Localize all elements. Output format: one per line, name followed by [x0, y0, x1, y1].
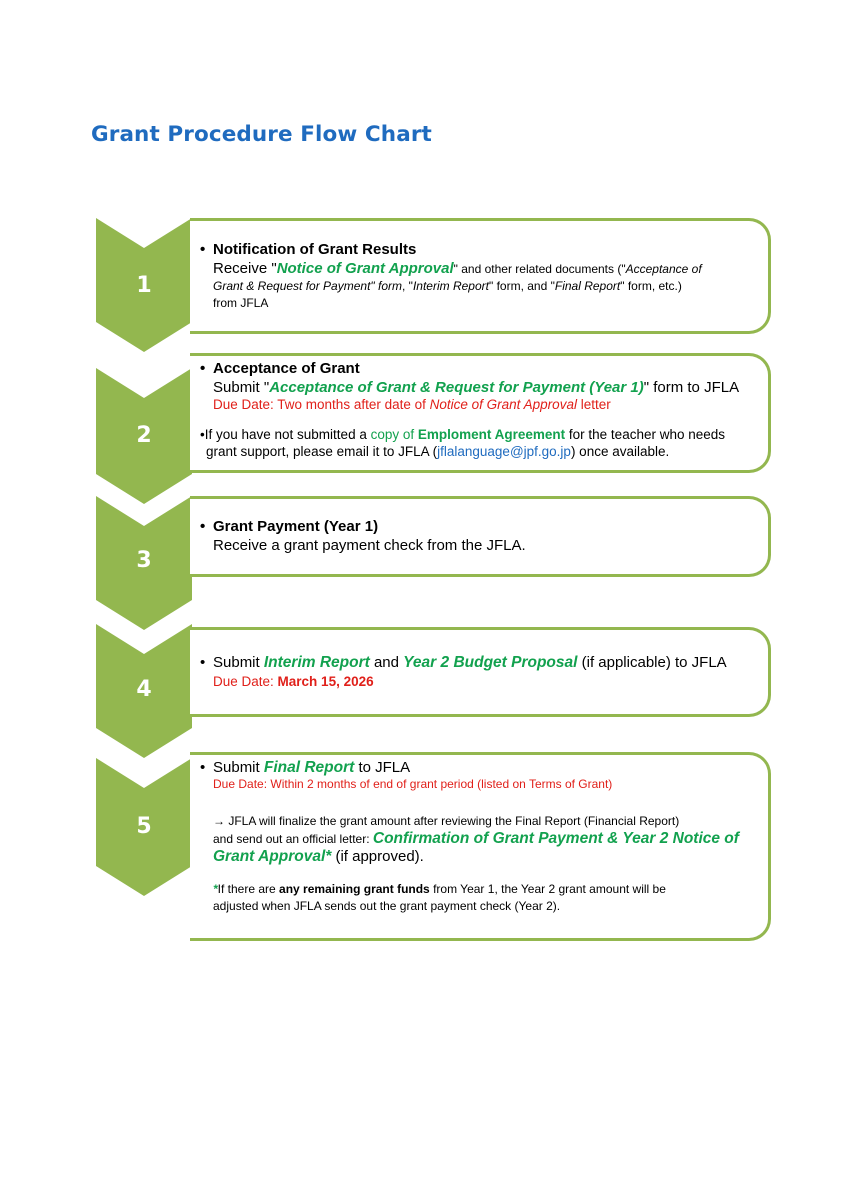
employment-agreement: Emploment Agreement	[417, 427, 566, 442]
step-5-footnote: any remaining grant funds	[279, 882, 430, 896]
step-1-text-part: Receive "	[213, 260, 277, 277]
step-2-text-part: " form to JFLA	[643, 379, 740, 396]
step-3-heading: Grant Payment (Year 1)	[213, 518, 379, 535]
step-5-due-date: Due Date: Within 2 months of end of grant period (listed on Terms of Grant)	[213, 777, 613, 791]
step-5-text-part: to JFLA	[354, 759, 411, 776]
step-5-text-part: Submit	[213, 759, 264, 776]
step-4-due-date: Due Date:	[213, 674, 278, 689]
step-1-text-part: Grant & Request for Payment" form	[213, 279, 402, 293]
step-2-note: grant support, please email it to JFLA (	[206, 444, 438, 459]
step-3-number: 3	[136, 548, 152, 573]
step-3-text: • Grant Payment (Year 1) Receive a grant payment check from the JFLA.	[200, 518, 775, 554]
step-5-footnote: If there are	[217, 882, 280, 896]
step-1-text-part: Interim Report	[412, 279, 489, 293]
step-1-text-part: , "	[402, 279, 413, 293]
step-1-text-part: " form, and "	[488, 279, 555, 293]
step-5-text-part: and send out an official letter:	[213, 832, 373, 846]
step-2-due-date: Notice of Grant Approval	[429, 397, 577, 412]
confirmation-letter-name: Confirmation of Grant Payment & Year 2 Notice of	[372, 830, 739, 847]
step-5-text-part: → JFLA will finalize the grant amount after reviewing the Final Report (Financial Report)	[213, 814, 680, 828]
step-4-number: 4	[136, 677, 152, 702]
step-5-text: • Submit Final Report to JFLA Due Date: Within 2 months of end of grant period (listed on Terms of Grant) → JFLA will finalize the grant amount after reviewing the Final Report (Financial Report) and send out an official letter: Confirmation of Grant Payment & Year 2 Notice of Grant Approval* (if approved). *If there are any remaining grant funds from Year 1, the Year 2 grant amount will be adjusted when JFLA sends out the grant payment check (Year 2).	[200, 759, 775, 915]
step-5-footnote: from Year 1, the Year 2 grant amount will be	[429, 882, 666, 896]
step-2-note: copy of	[370, 427, 418, 442]
footnote-asterisk: *	[213, 882, 218, 896]
page-title: Grant Procedure Flow Chart	[91, 122, 432, 147]
step-1-number: 1	[136, 273, 152, 298]
step-5-text-part: (if approved).	[331, 848, 424, 865]
notice-of-grant-approval: Notice of Grant Approval	[276, 260, 454, 277]
final-report: Final Report	[263, 759, 355, 776]
year-2-budget-proposal: Year 2 Budget Proposal	[403, 654, 578, 671]
step-2-number: 2	[136, 423, 152, 448]
step-2-text: • Acceptance of Grant Submit "Acceptance of Grant & Request for Payment (Year 1)" form to JFLA Due Date: Two months after date of Notice of Grant Approval letter •If you have not submitted a copy of Emploment Agreement for the teacher who needs grant support, please email it to JFLA (jflalanguage@jpf.go.jp) once available.	[200, 360, 740, 459]
interim-report: Interim Report	[263, 654, 370, 671]
step-2-text-part: Submit "	[213, 379, 270, 396]
step-1-text-part: from JFLA	[213, 296, 269, 310]
contact-email-link[interactable]: jflalanguage@jpf.go.jp	[437, 444, 571, 459]
step-4-text-part: Submit	[213, 654, 264, 671]
step-2-due-date: Due Date: Two months after date of	[213, 397, 430, 412]
step-2-note: If you have not submitted a	[204, 427, 371, 442]
confirmation-letter-name: Grant Approval*	[213, 848, 332, 865]
step-1-text-part: " and other related documents ("	[453, 262, 626, 276]
acceptance-form-name: Acceptance of Grant & Request for Payment (Year 1)	[269, 379, 644, 396]
step-1-text: • Notification of Grant Results Receive "Notice of Grant Approval" and other related documents ("Acceptance of Grant & Request for Payment" form, "Interim Report" form, and "Final Report" form, etc.) from JFLA	[200, 241, 775, 312]
step-4-text: • Submit Interim Report and Year 2 Budget Proposal (if applicable) to JFLA Due Date: March 15, 2026	[200, 654, 727, 689]
step-2-note: for the teacher who needs	[565, 427, 726, 442]
step-4-due-date-value: March 15, 2026	[277, 674, 374, 689]
step-5-number: 5	[136, 814, 152, 839]
step-2-note: ) once available.	[570, 444, 670, 459]
step-3-text-part: Receive a grant payment check from the JFLA.	[213, 537, 526, 554]
step-5-footnote: adjusted when JFLA sends out the grant payment check (Year 2).	[213, 899, 561, 913]
step-2-heading: Acceptance of Grant	[213, 360, 360, 377]
step-4-text-part: and	[369, 654, 404, 671]
step-1-heading: Notification of Grant Results	[213, 241, 417, 258]
step-1-text-part: Final Report	[554, 279, 621, 293]
step-1-text-part: Acceptance of	[625, 262, 702, 276]
step-1-text-part: " form, etc.)	[620, 279, 682, 293]
step-4-text-part: (if applicable) to JFLA	[577, 654, 727, 671]
step-2-due-date: letter	[576, 397, 611, 412]
